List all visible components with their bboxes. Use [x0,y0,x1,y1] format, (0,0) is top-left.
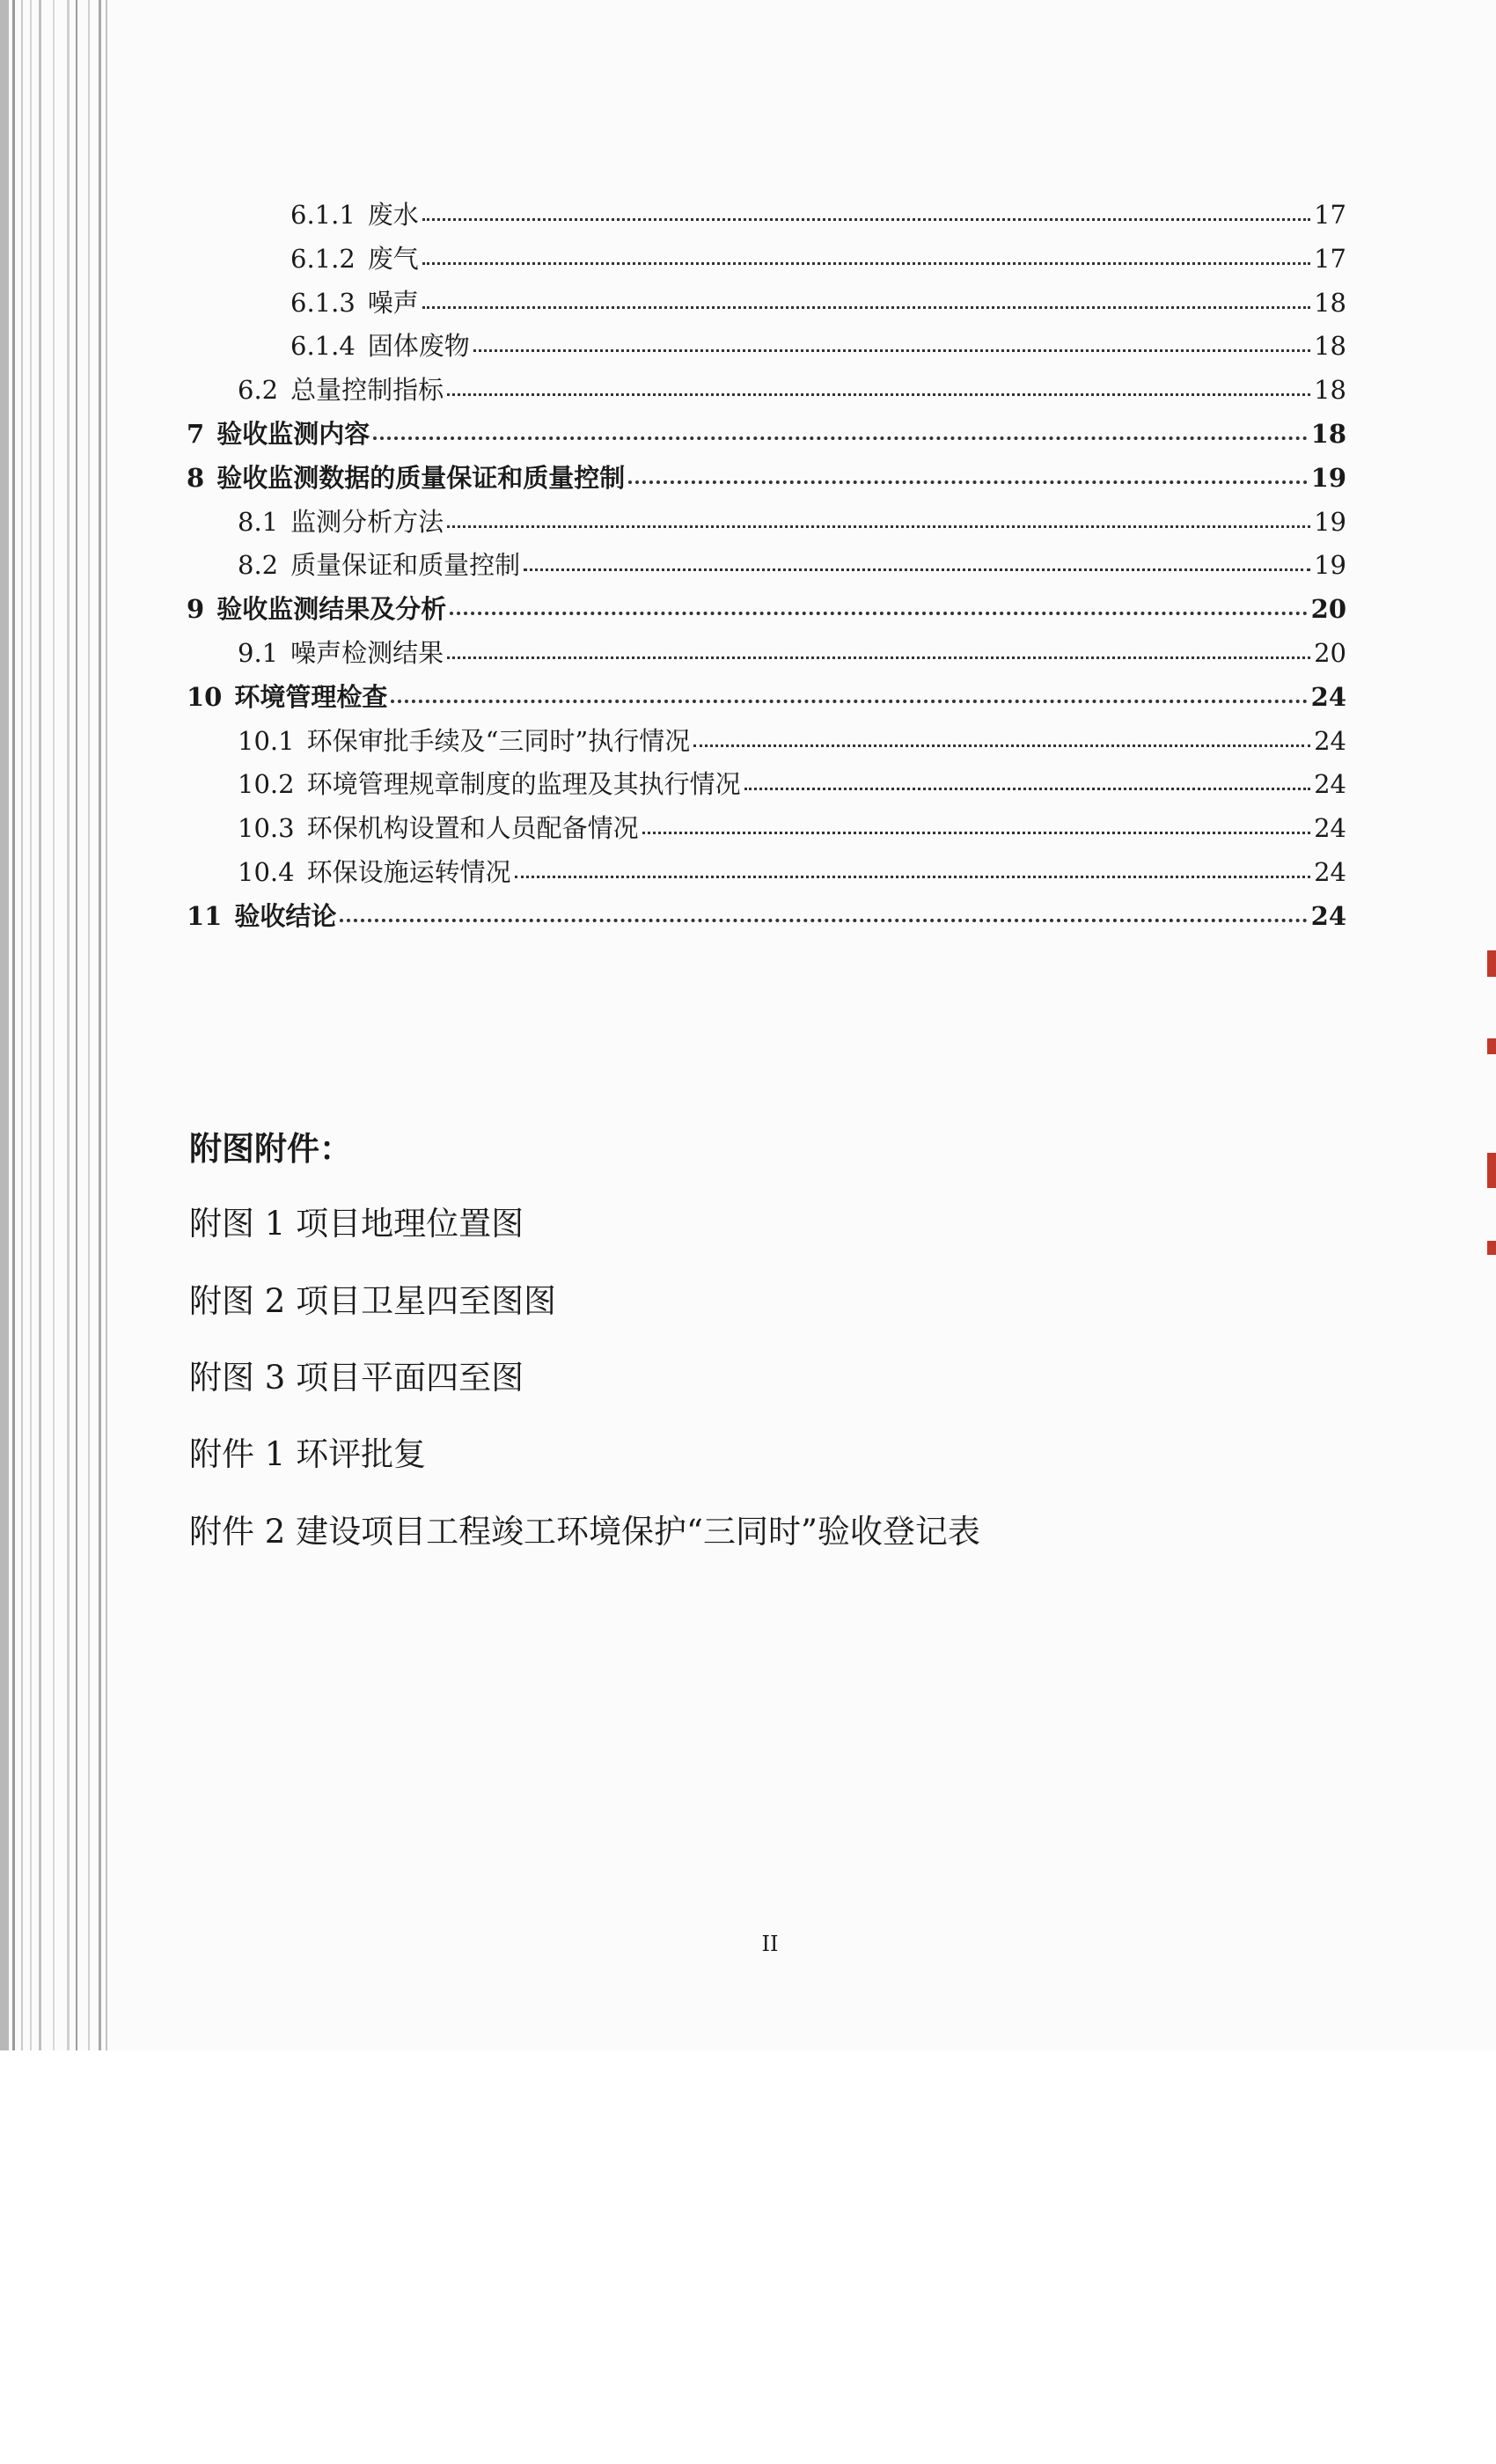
toc-entry [290,326,1346,362]
toc-dot-leader [473,349,1310,352]
toc-entry-page: 19 [1314,550,1346,580]
toc-entry [290,239,1346,275]
toc-dot-leader [447,525,1310,528]
toc-entry [238,722,1346,757]
toc-entry-number: 10 [187,682,223,712]
toc-entry-number: 9 [187,594,205,624]
toc-entry-title: 质量保证和质量控制 [290,550,521,580]
toc-entry [290,283,1346,319]
toc-entry-page: 24 [1310,682,1346,712]
binding-edge [0,0,114,2050]
toc-entry [187,897,1346,932]
toc-entry [290,195,1346,231]
toc-dot-leader [422,306,1310,309]
toc-entry-number: 9.1 [238,638,279,668]
toc-entry-page: 19 [1310,463,1346,493]
toc-entry-number: 6.1.3 [290,288,356,318]
toc-entry-page: 24 [1310,901,1346,931]
toc-dot-leader [340,919,1307,922]
toc-entry [238,370,1346,406]
edge-mark [1487,950,1496,977]
toc-entry [238,809,1346,844]
toc-entry [238,765,1346,800]
toc-entry-title: 环保设施运转情况 [306,857,511,887]
attachment-item: 附件 1 环评批复 [189,1435,427,1473]
toc-entry [238,546,1346,581]
attachment-item: 附图 1 项目地理位置图 [189,1205,524,1243]
toc-entry-title: 固体废物 [367,331,470,361]
toc-entry-number: 8.1 [238,507,279,537]
toc-entry-number: 6.1.1 [290,200,356,230]
toc-dot-leader [447,393,1310,396]
toc-entry [238,502,1346,538]
toc-entry [187,590,1346,625]
toc-entry-title: 废气 [367,244,419,274]
toc-entry-number: 10.1 [238,726,295,756]
toc-entry-number: 8.2 [238,550,279,580]
toc-entry-page: 18 [1314,375,1346,405]
toc-dot-leader [693,744,1310,747]
toc-dot-leader [628,480,1307,484]
toc-entry-number: 10.4 [238,857,295,887]
toc-dot-leader [515,876,1311,878]
toc-entry-number: 8 [187,463,205,493]
toc-entry-page: 24 [1314,726,1346,756]
attachment-item: 附件 2 建设项目工程竣工环境保护“三同时”验收登记表 [189,1513,980,1551]
toc-entry-title: 环境管理检查 [234,682,388,712]
attachments-heading: 附图附件： [189,1129,352,1168]
toc-entry-number: 6.1.2 [290,244,356,274]
toc-entry [187,458,1346,494]
toc-entry-page: 19 [1314,507,1346,537]
edge-mark [1487,1038,1496,1054]
toc-entry-number: 10.2 [238,769,295,799]
toc-entry-title: 总量控制指标 [290,375,444,405]
toc-entry-title: 噪声 [367,288,419,318]
attachment-item: 附图 3 项目平面四至图 [189,1359,524,1397]
toc-entry-title: 环保机构设置和人员配备情况 [306,813,639,843]
toc-entry-title: 验收监测数据的质量保证和质量控制 [216,463,626,493]
toc-dot-leader [642,832,1311,834]
page-number: II [761,1932,779,1956]
toc-dot-leader [447,656,1310,659]
toc-entry-number: 6.2 [238,375,279,405]
toc-entry-title: 监测分析方法 [290,507,444,537]
toc-entry-page: 20 [1314,638,1346,668]
toc-entry [187,678,1346,713]
toc-entry-number: 10.3 [238,813,295,843]
toc-entry-title: 验收监测结果及分析 [216,594,447,624]
toc-entry-title: 验收监测内容 [216,419,370,449]
edge-mark [1487,1153,1496,1188]
toc-entry-page: 17 [1314,244,1346,274]
toc-dot-leader [744,788,1311,790]
toc-entry-page: 18 [1310,419,1346,449]
toc-entry-title: 废水 [367,200,419,230]
attachment-item: 附图 2 项目卫星四至图图 [189,1282,557,1320]
toc-dot-leader [422,262,1310,265]
toc-entry-page: 24 [1314,769,1346,799]
toc-entry-title: 噪声检测结果 [290,638,444,668]
toc-entry-title: 环保审批手续及“三同时”执行情况 [306,726,691,756]
toc-entry-page: 24 [1314,813,1346,843]
toc-entry-number: 11 [187,901,223,931]
toc-entry-title: 验收结论 [234,901,337,931]
toc-dot-leader [422,218,1310,221]
toc-entry-page: 17 [1314,200,1346,230]
toc-entry-number: 7 [187,419,205,449]
toc-entry-page: 24 [1314,857,1346,887]
toc-entry-number: 6.1.4 [290,331,356,361]
toc-dot-leader [524,568,1310,571]
edge-mark [1487,1241,1496,1255]
toc-entry [187,414,1346,450]
toc-entry-page: 18 [1314,331,1346,361]
toc-entry [238,634,1346,669]
toc-entry [238,853,1346,888]
toc-dot-leader [391,700,1307,703]
toc-dot-leader [373,436,1307,440]
toc-entry-page: 18 [1314,288,1346,318]
toc-dot-leader [450,612,1307,615]
toc-entry-title: 环境管理规章制度的监理及其执行情况 [306,769,741,799]
toc-entry-page: 20 [1310,594,1346,624]
